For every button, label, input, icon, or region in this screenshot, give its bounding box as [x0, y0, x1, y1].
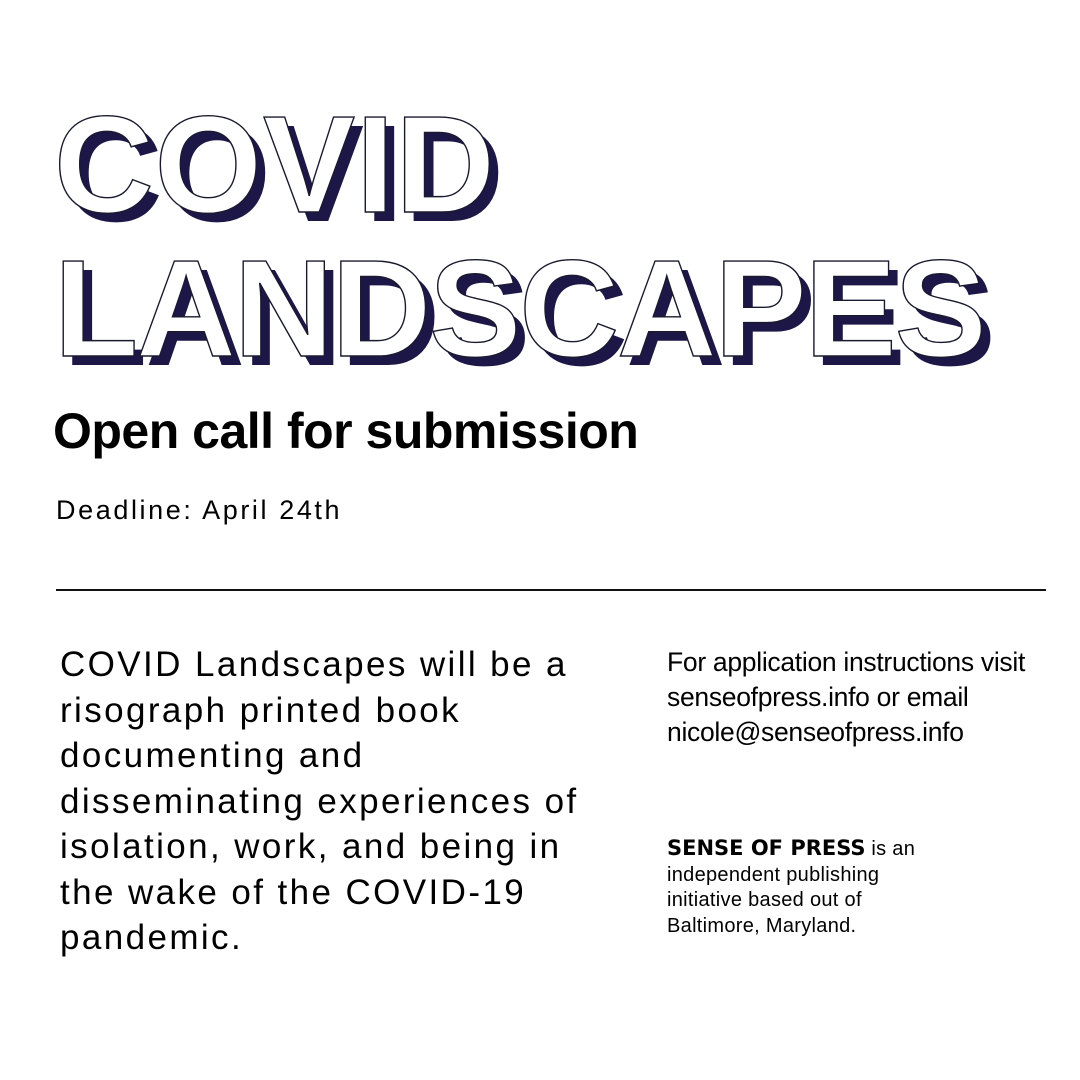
publisher-name: SENSE OF PRESS — [667, 836, 866, 860]
deadline-text: Deadline: April 24th — [56, 495, 343, 525]
headline: Open call for submission — [53, 403, 639, 459]
project-description: COVID Landscapes will be a risograph printed book documenting and disseminating experiences of isolation, work, and being in the wake of the COVID-19 pandemic. — [60, 645, 579, 957]
about-publisher — [667, 836, 947, 939]
application-instructions: For application instructions visit senseofpress.info or email nicole@senseofpress.info — [667, 647, 1026, 747]
title-line-covid: COVID — [54, 88, 497, 242]
title-line-landscapes: LANDSCAPES — [54, 232, 985, 386]
publisher-description: is an independent publishing initiative based out of Baltimore, Maryland. — [667, 838, 916, 937]
divider — [56, 589, 1046, 591]
